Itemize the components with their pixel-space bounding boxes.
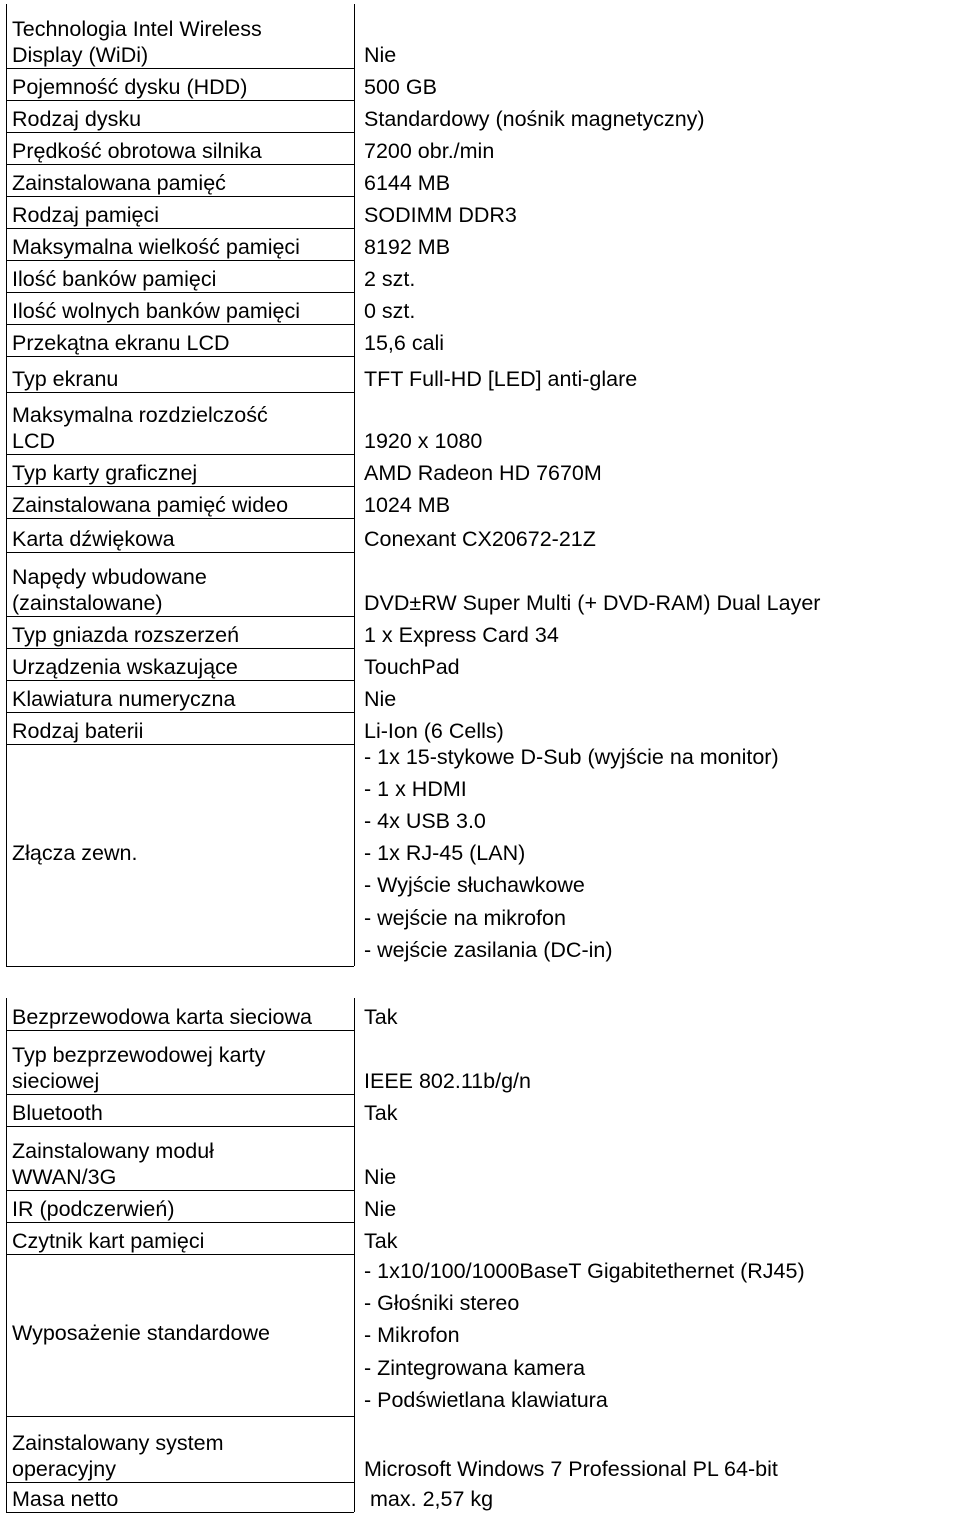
spec-label-cell <box>12 164 348 196</box>
spec-row <box>0 1126 960 1190</box>
spec-value-cell <box>364 1126 954 1190</box>
spec-value-cell <box>370 1482 960 1512</box>
spec-label: Maksymalna wielkość pamięci <box>12 235 300 259</box>
spec-label: Maksymalna rozdzielczość <box>12 403 268 427</box>
spec-label-cell <box>12 454 348 486</box>
spec-row <box>0 4 960 68</box>
spec-row <box>0 164 960 196</box>
spec-label-cell <box>12 196 348 228</box>
spec-value: DVD±RW Super Multi (+ DVD-RAM) Dual Layer <box>364 591 821 615</box>
spec-label-cell <box>12 1190 348 1222</box>
spec-value: - Wyjście słuchawkowe <box>364 873 585 898</box>
spec-value: 1 x Express Card 34 <box>364 623 559 647</box>
spec-value-cell <box>364 196 954 228</box>
spec-label: IR (podczerwień) <box>12 1197 175 1221</box>
spec-label-cell <box>12 324 348 356</box>
spec-row <box>0 324 960 356</box>
spec-row <box>0 1030 960 1094</box>
spec-label: Napędy wbudowane <box>12 565 207 589</box>
spec-value: Standardowy (nośnik magnetyczny) <box>364 107 705 131</box>
spec-value: Conexant CX20672-21Z <box>364 527 596 551</box>
spec-value-cell <box>364 164 954 196</box>
spec-value: - 1x 15-stykowe D-Sub (wyjście na monitor) <box>364 744 779 769</box>
spec-row <box>0 292 960 324</box>
spec-label-cell <box>12 132 348 164</box>
spec-label: Typ bezprzewodowej karty <box>12 1043 266 1067</box>
spec-value: Microsoft Windows 7 Professional PL 64-bit <box>364 1457 778 1481</box>
spec-label-cell <box>12 998 348 1030</box>
spec-label: Wyposażenie standardowe <box>12 1321 270 1345</box>
column-divider <box>354 4 355 966</box>
column-divider <box>6 4 7 966</box>
spec-value-cell <box>364 68 954 100</box>
spec-label: (zainstalowane) <box>12 591 163 615</box>
spec-label: Typ gniazda rozszerzeń <box>12 623 240 647</box>
spec-value: SODIMM DDR3 <box>364 203 517 227</box>
spec-value-cell <box>364 616 954 648</box>
spec-label: WWAN/3G <box>12 1165 117 1189</box>
spec-value: Tak <box>364 1101 398 1125</box>
spec-label: Bluetooth <box>12 1101 103 1125</box>
spec-label-cell <box>12 744 348 966</box>
spec-label: Urządzenia wskazujące <box>12 655 238 679</box>
spec-label-cell <box>12 1030 348 1094</box>
spec-label: Rodzaj baterii <box>12 719 144 743</box>
spec-label: LCD <box>12 429 56 453</box>
spec-row <box>0 744 960 966</box>
spec-value-cell <box>364 998 954 1030</box>
spec-row <box>0 486 960 518</box>
spec-value-cell <box>364 356 954 392</box>
spec-value-cell <box>364 1190 954 1222</box>
spec-label: Prędkość obrotowa silnika <box>12 139 262 163</box>
spec-label-cell <box>12 228 348 260</box>
spec-value-cell <box>364 744 954 966</box>
spec-row <box>0 228 960 260</box>
spec-label-cell <box>12 1482 348 1512</box>
spec-row <box>0 1094 960 1126</box>
spec-label-cell <box>12 1222 348 1254</box>
spec-label: Typ ekranu <box>12 367 119 391</box>
spec-value-cell <box>364 1030 954 1094</box>
spec-value: max. 2,57 kg <box>370 1487 494 1511</box>
spec-value-cell <box>364 518 954 552</box>
spec-value: 7200 obr./min <box>364 139 495 163</box>
spec-value: - Zintegrowana kamera <box>364 1355 586 1380</box>
spec-label: Karta dźwiękowa <box>12 527 175 551</box>
column-divider <box>6 998 7 1512</box>
spec-row <box>0 552 960 616</box>
spec-label-cell <box>12 518 348 552</box>
spec-row <box>0 100 960 132</box>
spec-label: Ilość banków pamięci <box>12 267 217 291</box>
spec-label-cell <box>12 68 348 100</box>
spec-value: Tak <box>364 1005 398 1029</box>
spec-value: - 1x10/100/1000BaseT Gigabitethernet (RJ45) <box>364 1258 805 1283</box>
spec-label-cell <box>12 648 348 680</box>
spec-row <box>0 454 960 486</box>
spec-label: Technologia Intel Wireless <box>12 17 262 41</box>
spec-label: Czytnik kart pamięci <box>12 1229 205 1253</box>
spec-label: Klawiatura numeryczna <box>12 687 236 711</box>
row-divider <box>6 1512 354 1513</box>
spec-value: - Podświetlana klawiatura <box>364 1387 608 1412</box>
spec-value: 2 szt. <box>364 267 416 291</box>
spec-row <box>0 260 960 292</box>
spec-label-cell <box>12 392 348 454</box>
spec-label-cell <box>12 100 348 132</box>
spec-label-cell <box>12 4 348 68</box>
spec-value-cell <box>364 100 954 132</box>
column-divider <box>354 998 355 1512</box>
spec-label-cell <box>12 552 348 616</box>
spec-label: Display (WiDi) <box>12 43 149 67</box>
spec-label-cell <box>12 1126 348 1190</box>
spec-row <box>0 356 960 392</box>
spec-value-cell <box>364 260 954 292</box>
spec-label: Pojemność dysku (HDD) <box>12 75 248 99</box>
spec-value: 500 GB <box>364 75 437 99</box>
spec-value: - 1 x HDMI <box>364 776 467 801</box>
spec-value-cell <box>364 648 954 680</box>
spec-value: TouchPad <box>364 655 460 679</box>
spec-value: 15,6 cali <box>364 331 445 355</box>
spec-row <box>0 68 960 100</box>
spec-value: 6144 MB <box>364 171 451 195</box>
spec-label-cell <box>12 712 348 744</box>
spec-row <box>0 1482 960 1512</box>
spec-value-cell <box>364 1222 954 1254</box>
spec-value-cell <box>364 1094 954 1126</box>
spec-row <box>0 196 960 228</box>
spec-value-cell <box>364 132 954 164</box>
spec-row <box>0 1254 960 1416</box>
spec-value-cell <box>364 292 954 324</box>
spec-label-cell <box>12 1254 348 1416</box>
spec-row <box>0 680 960 712</box>
spec-label-cell <box>12 680 348 712</box>
spec-value: - wejście na mikrofon <box>364 905 566 930</box>
spec-label: Przekątna ekranu LCD <box>12 331 230 355</box>
spec-value-cell <box>364 552 954 616</box>
spec-label: Rodzaj dysku <box>12 107 142 131</box>
spec-label-cell <box>12 486 348 518</box>
spec-label-cell <box>12 356 348 392</box>
spec-value-cell <box>364 1254 954 1416</box>
spec-label: Ilość wolnych banków pamięci <box>12 299 300 323</box>
spec-value: Li-Ion (6 Cells) <box>364 719 504 743</box>
spec-label: Rodzaj pamięci <box>12 203 159 227</box>
spec-value: - 1x RJ-45 (LAN) <box>364 841 526 866</box>
spec-value: - Mikrofon <box>364 1323 460 1348</box>
spec-value: TFT Full-HD [LED] anti-glare <box>364 367 638 391</box>
spec-value: 1920 x 1080 <box>364 429 483 453</box>
spec-row <box>0 1222 960 1254</box>
spec-value: 1024 MB <box>364 493 451 517</box>
spec-label-cell <box>12 616 348 648</box>
row-divider <box>6 966 354 967</box>
spec-value-cell <box>364 1416 954 1482</box>
spec-value: IEEE 802.11b/g/n <box>364 1069 531 1093</box>
spec-label-cell <box>12 292 348 324</box>
spec-value-cell <box>364 680 954 712</box>
spec-value-cell <box>364 4 954 68</box>
spec-row <box>0 132 960 164</box>
spec-label: operacyjny <box>12 1457 116 1481</box>
spec-value: Nie <box>364 687 397 711</box>
spec-label-cell <box>12 1416 348 1482</box>
spec-value: - wejście zasilania (DC-in) <box>364 937 613 962</box>
spec-value-cell <box>364 392 954 454</box>
spec-label: Masa netto <box>12 1487 119 1511</box>
spec-value: Nie <box>364 43 397 67</box>
spec-value: - 4x USB 3.0 <box>364 808 486 833</box>
spec-label: Zainstalowany moduł <box>12 1139 214 1163</box>
spec-row <box>0 1416 960 1482</box>
spec-row <box>0 616 960 648</box>
spec-label: Zainstalowana pamięć wideo <box>12 493 289 517</box>
spec-label-cell <box>12 260 348 292</box>
spec-value: Nie <box>364 1197 397 1221</box>
spec-label-cell <box>12 1094 348 1126</box>
spec-value-cell <box>364 228 954 260</box>
spec-label: Zainstalowany system <box>12 1431 224 1455</box>
spec-value: Nie <box>364 1165 397 1189</box>
spec-row <box>0 648 960 680</box>
spec-value: - Głośniki stereo <box>364 1291 520 1316</box>
spec-row <box>0 712 960 744</box>
spec-value: 8192 MB <box>364 235 451 259</box>
spec-value: AMD Radeon HD 7670M <box>364 461 602 485</box>
spec-value-cell <box>364 454 954 486</box>
spec-label: Bezprzewodowa karta sieciowa <box>12 1005 312 1029</box>
spec-value-cell <box>364 324 954 356</box>
spec-label: Zainstalowana pamięć <box>12 171 226 195</box>
spec-value: Tak <box>364 1229 398 1253</box>
spec-label: Złącza zewn. <box>12 841 138 865</box>
spec-value-cell <box>364 486 954 518</box>
spec-value: 0 szt. <box>364 299 416 323</box>
spec-row <box>0 392 960 454</box>
spec-row <box>0 1190 960 1222</box>
spec-row <box>0 518 960 552</box>
spec-label: Typ karty graficznej <box>12 461 198 485</box>
spec-label: sieciowej <box>12 1069 100 1093</box>
spec-row <box>0 998 960 1030</box>
spec-value-cell <box>364 712 954 744</box>
